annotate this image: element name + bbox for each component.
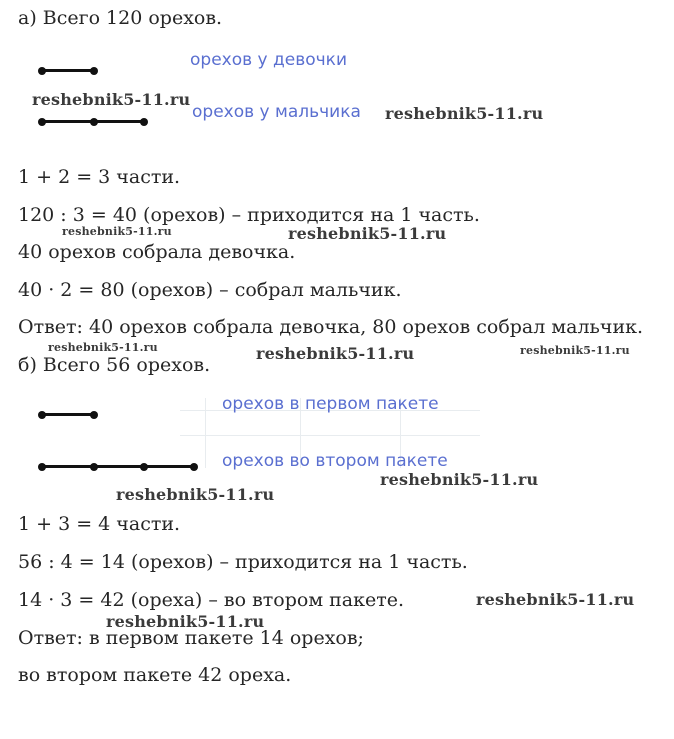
watermark: reshebnik5-11.ru (385, 104, 544, 123)
segment-point (190, 463, 198, 471)
watermark: reshebnik5-11.ru (62, 225, 172, 238)
watermark: reshebnik5-11.ru (476, 590, 635, 609)
watermark: reshebnik5-11.ru (116, 485, 275, 504)
segment-first-packet (42, 413, 94, 416)
segment-point (90, 118, 98, 126)
segment-second-packet (42, 465, 194, 468)
segment-point (38, 118, 46, 126)
part-b-line-1: 1 + 3 = 4 части. (18, 513, 181, 535)
part-a-answer: Ответ: 40 орехов собрала девочка, 80 орехов собрал мальчик. (18, 316, 644, 338)
part-b-answer-2: во втором пакете 42 ореха. (18, 664, 292, 686)
segment-point (140, 463, 148, 471)
background-grid (180, 435, 480, 436)
watermark: reshebnik5-11.ru (106, 612, 265, 631)
watermark: reshebnik5-11.ru (520, 344, 630, 357)
label-second-packet: орехов во втором пакете (222, 451, 448, 471)
segment-point (90, 67, 98, 75)
label-girl: орехов у девочки (190, 50, 347, 70)
part-b-heading: б) Всего 56 орехов. (18, 354, 211, 376)
part-a-heading: а) Всего 120 орехов. (18, 7, 223, 29)
watermark: reshebnik5-11.ru (32, 90, 191, 109)
part-b-line-3: 14 · 3 = 42 (ореха) – во втором пакете. (18, 589, 405, 611)
part-a-line-2: 120 : 3 = 40 (орехов) – приходится на 1 часть. (18, 204, 480, 226)
part-a-line-4: 40 · 2 = 80 (орехов) – собрал мальчик. (18, 279, 402, 301)
watermark: reshebnik5-11.ru (288, 224, 447, 243)
segment-point (38, 411, 46, 419)
segment-point (90, 463, 98, 471)
segment-point (90, 411, 98, 419)
segment-point (38, 67, 46, 75)
label-first-packet: орехов в первом пакете (222, 394, 439, 414)
part-a-line-1: 1 + 2 = 3 части. (18, 166, 181, 188)
background-grid (205, 398, 206, 468)
segment-point (140, 118, 148, 126)
label-boy: орехов у мальчика (192, 102, 361, 122)
watermark: reshebnik5-11.ru (256, 344, 415, 363)
part-b-answer-1: Ответ: в первом пакете 14 орехов; (18, 627, 364, 649)
segment-point (38, 463, 46, 471)
part-a-line-3: 40 орехов собрала девочка. (18, 241, 296, 263)
watermark: reshebnik5-11.ru (48, 341, 158, 354)
part-b-line-2: 56 : 4 = 14 (орехов) – приходится на 1 часть. (18, 551, 468, 573)
watermark: reshebnik5-11.ru (380, 470, 539, 489)
segment-girl (42, 69, 94, 72)
